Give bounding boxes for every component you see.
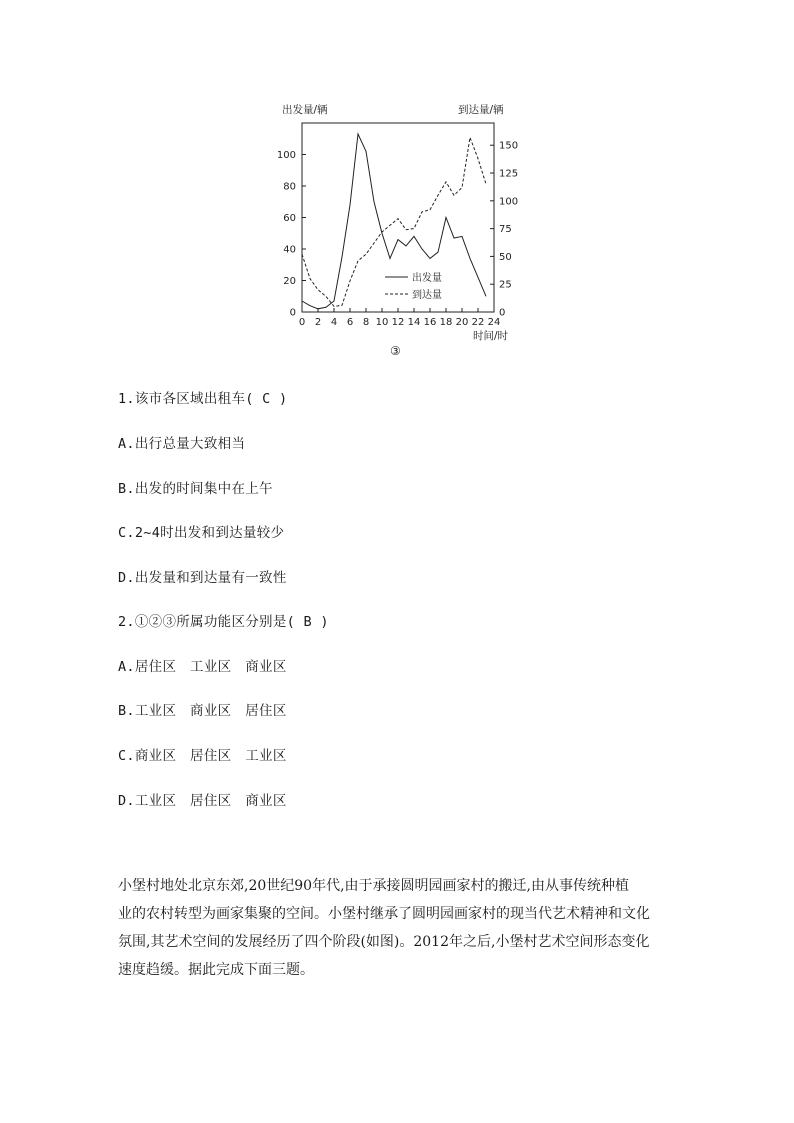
question-2-option-b: B.工业区 商业区 居住区 <box>118 703 287 719</box>
x-tick-label: 6 <box>346 317 354 328</box>
legend-label-departure: 出发量 <box>412 273 442 284</box>
question-2-stem: 2.①②③所属功能区分别是( B ) <box>118 614 329 630</box>
x-tick-label: 10 <box>375 317 389 328</box>
question-1-option-b: B.出发的时间集中在上午 <box>118 481 273 497</box>
question-1-option-d: D.出发量和到达量有一致性 <box>118 570 287 586</box>
right-axis-label: 到达量/辆 <box>458 104 504 116</box>
x-tick-label: 14 <box>407 317 421 328</box>
x-tick-label: 4 <box>330 317 338 328</box>
x-tick-label: 0 <box>298 317 306 328</box>
left-tick-label: 20 <box>283 276 296 287</box>
right-tick-label: 125 <box>499 168 519 180</box>
question-1-option-a: A.出行总量大致相当 <box>118 436 246 452</box>
legend-label-arrival: 到达量 <box>412 290 442 301</box>
passage-line: 氛围,其艺术空间的发展经历了四个阶段(如图)。2012年之后,小堡村艺术空间形态变化 <box>118 934 650 950</box>
x-axis-label: 时间/时 <box>473 330 509 342</box>
series-line-arrival <box>302 138 486 307</box>
chart-legend <box>385 271 442 301</box>
x-tick-label: 16 <box>423 317 437 328</box>
passage-line: 小堡村地处北京东郊,20世纪90年代,由于承接圆明园画家村的搬迁,由从事传统种植 <box>118 878 629 894</box>
question-2-option-c: C.商业区 居住区 工业区 <box>118 748 287 764</box>
left-tick-label: 0 <box>289 307 296 319</box>
question-2-option-d: D.工业区 居住区 商业区 <box>118 793 287 809</box>
question-2-option-a: A.居住区 工业区 商业区 <box>118 659 287 675</box>
right-tick-label: 0 <box>499 307 506 319</box>
figure-label: ③ <box>390 344 401 358</box>
x-tick-label: 8 <box>362 317 370 328</box>
x-tick-label: 12 <box>391 317 405 328</box>
right-tick-label: 75 <box>499 224 512 236</box>
x-tick-label: 20 <box>455 317 469 328</box>
left-axis-label: 出发量/辆 <box>282 104 328 116</box>
right-tick-label: 150 <box>499 140 519 152</box>
passage-line: 业的农村转型为画家集聚的空间。小堡村继承了圆明园画家村的现当代艺术精神和文化 <box>118 906 650 922</box>
plot-frame <box>302 123 494 312</box>
left-tick-label: 60 <box>283 213 296 224</box>
x-tick-label: 18 <box>439 317 453 328</box>
question-1-option-c: C.2~4时出发和到达量较少 <box>118 525 285 541</box>
line-chart <box>270 95 530 360</box>
passage-line: 速度趋缓。据此完成下面三题。 <box>118 962 314 978</box>
right-tick-label: 25 <box>499 279 512 291</box>
left-tick-label: 100 <box>276 150 296 161</box>
x-tick-label: 22 <box>471 317 485 328</box>
left-tick-label: 40 <box>283 244 296 256</box>
passage <box>118 872 678 984</box>
right-tick-label: 50 <box>499 251 512 263</box>
question-1-stem: 1.该市各区域出租车( C ) <box>118 391 288 407</box>
line-chart-svg <box>270 95 530 360</box>
x-tick-label: 24 <box>487 317 501 328</box>
x-tick-label: 2 <box>314 317 322 328</box>
left-tick-label: 80 <box>283 181 296 193</box>
right-tick-label: 100 <box>499 196 519 208</box>
